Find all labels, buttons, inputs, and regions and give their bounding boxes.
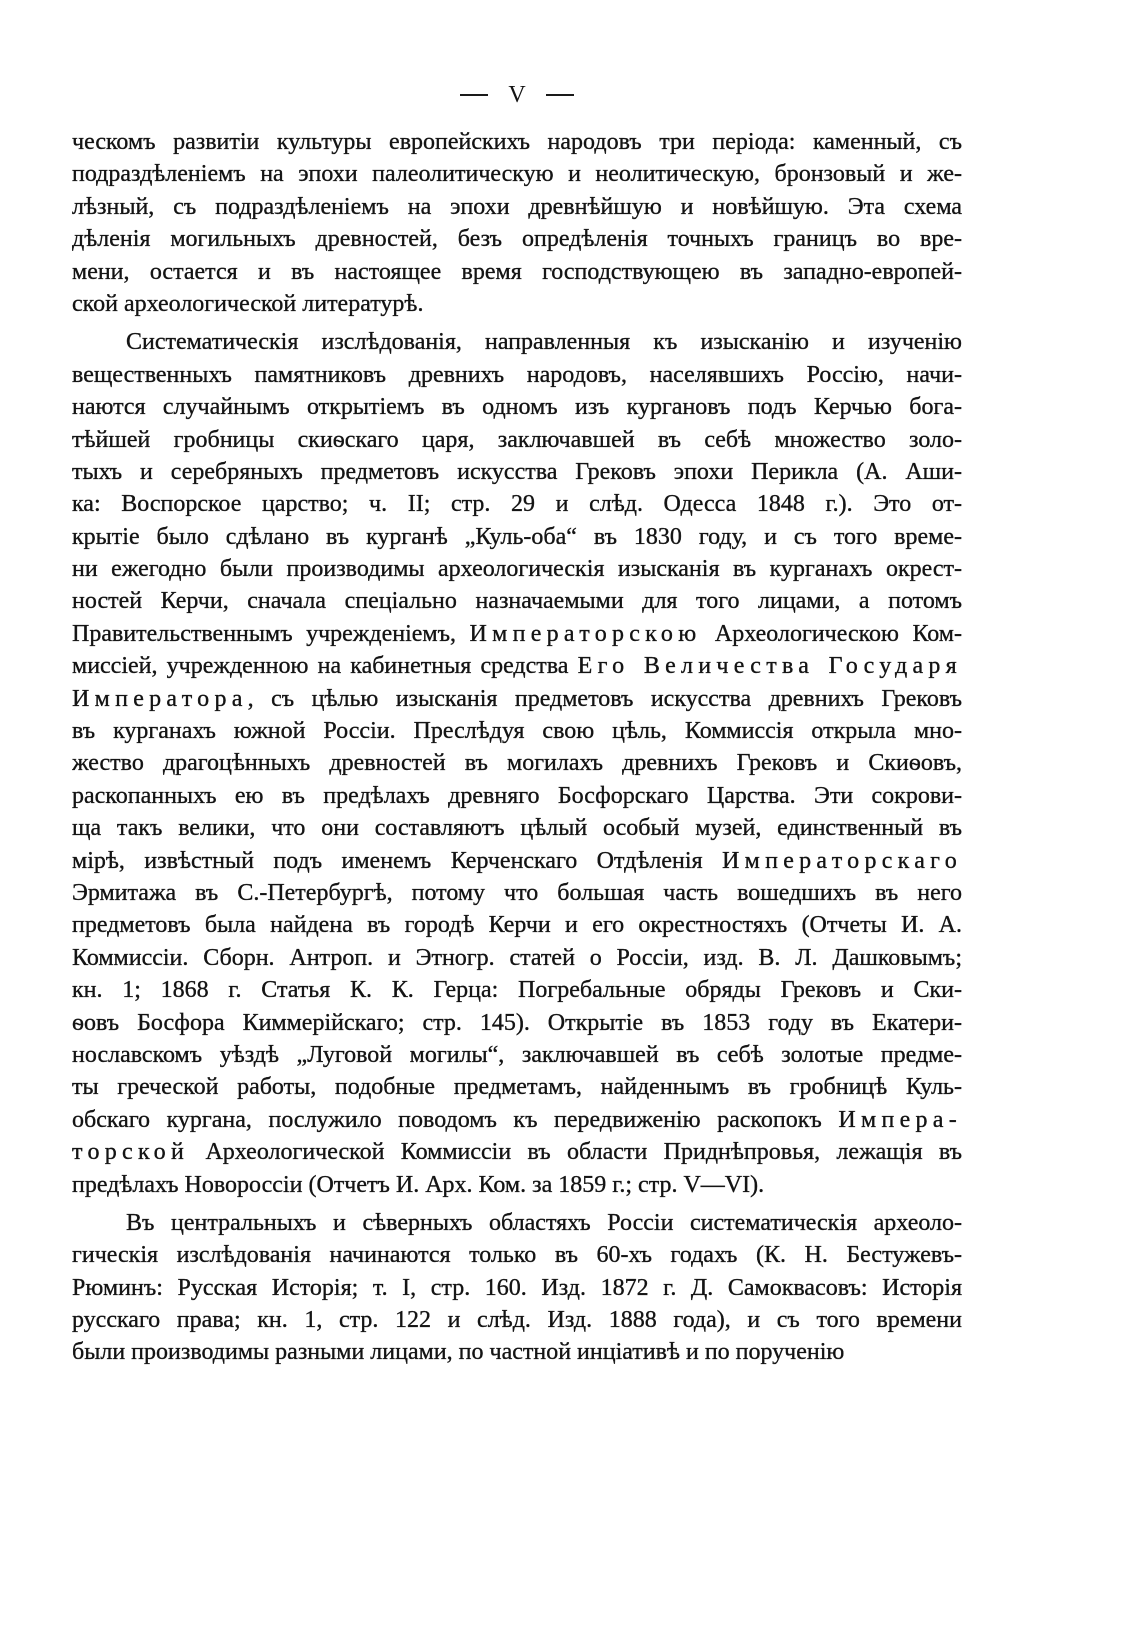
text-segment: обскаго кургана, послужило поводомъ къ передвиженію раскопокъ	[72, 1106, 839, 1133]
emphasized-text: Императорскаго	[722, 847, 962, 874]
text-segment: мірѣ, извѣстный подъ именемъ Керченскаго Отдѣленія	[72, 847, 722, 874]
text-line: крытіе было сдѣлано въ курганѣ „Куль-оба“ въ 1830 году, и съ того време-	[72, 523, 962, 550]
text-segment: Археологическою Ком-	[701, 620, 962, 647]
text-line	[72, 845, 962, 877]
text-line: Систематическія изслѣдованія, направленныя къ изысканію и изученію	[126, 329, 962, 356]
text-segment: миссіей, учрежденною на кабинетныя средства	[72, 653, 578, 680]
text-line: были производимы разными лицами, по частной инціативѣ и по порученію	[72, 1339, 845, 1366]
text-line: жество драгоцѣнныхъ древностей въ могилахъ древнихъ Грековъ и Скиѳовъ,	[72, 750, 962, 777]
text-line: лѣзный, съ подраздѣленіемъ на эпохи древнѣйшую и новѣйшую. Эта схема	[72, 193, 962, 220]
page-header	[417, 78, 617, 112]
text-line: Эрмитажа въ С.-Петербургѣ, потому что большая часть вошедшихъ въ него	[72, 879, 962, 906]
text-line: гическія изслѣдованія начинаются только въ 60-хъ годахъ (К. Н. Бестужевъ-	[72, 1242, 962, 1269]
paragraph	[72, 126, 962, 320]
text-line: вещественныхъ памятниковъ древнихъ народовъ, населявшихъ Россію, начи-	[72, 361, 962, 388]
emphasized-text: Импера-	[838, 1106, 962, 1133]
text-line: Рюминъ: Русская Исторія; т. I, стр. 160. Изд. 1872 г. Д. Самоквасовъ: Исторія	[72, 1274, 962, 1301]
text-line	[72, 1104, 962, 1136]
text-line: ческомъ развитіи культуры европейскихъ народовъ три періода: каменный, съ	[72, 129, 962, 155]
text-line: ни ежегодно были производимы археологическія изысканія въ курганахъ окрест-	[72, 556, 962, 583]
paragraph	[72, 1207, 962, 1369]
text-line: ностей Керчи, сначала спеціально назначаемыми для того лицами, а потомъ	[72, 588, 962, 615]
text-line: мени, остается и въ настоящее время господствующею въ западно-европей-	[72, 258, 962, 285]
page-number: V	[508, 81, 526, 108]
text-line: предѣлахъ Новороссіи (Отчетъ И. Арх. Ком. за 1859 г.; стр. V—VI).	[72, 1171, 765, 1198]
text-line	[72, 650, 962, 682]
text-line: нославскомъ уѣздѣ „Луговой могилы“, заключавшей въ себѣ золотые предме-	[72, 1041, 962, 1068]
text-line: ѳовъ Босфора Киммерійскаго; стр. 145). Открытіе въ 1853 году въ Екатери-	[72, 1009, 962, 1036]
text-line: ща такъ велики, что они составляютъ цѣлый особый музей, единственный въ	[72, 815, 962, 842]
text-line: раскопанныхъ ею въ предѣлахъ древняго Босфорскаго Царства. Эти сокрови-	[72, 782, 962, 809]
text-line: Въ центральныхъ и сѣверныхъ областяхъ Россіи систематическія археоло-	[126, 1209, 962, 1236]
text-line	[72, 683, 962, 715]
text-line: въ курганахъ южной Россіи. Преслѣдуя свою цѣль, Коммиссія открыла мно-	[72, 718, 962, 745]
paragraph	[72, 326, 962, 1201]
text-line: предметовъ была найдена въ городѣ Керчи и его окрестностяхъ (Отчеты И. А.	[72, 912, 962, 939]
text-line: тѣйшей гробницы скиѳскаго царя, заключавшей въ себѣ множество золо-	[72, 426, 962, 453]
text-line: русскаго права; кн. 1, стр. 122 и слѣд. Изд. 1888 года), и съ того времени	[72, 1307, 962, 1334]
emphasized-text: Императорскою	[469, 620, 702, 647]
emphasized-text: Императора	[72, 685, 248, 712]
text-line: подраздѣленіемъ на эпохи палеолитическую и неолитическую, бронзовый и же-	[72, 161, 962, 188]
emphasized-text: торской	[72, 1139, 190, 1166]
text-segment: Археологической Коммиссіи въ области Приднѣпровья, лежащія въ	[189, 1139, 962, 1166]
text-line	[72, 1136, 962, 1168]
text-line	[72, 618, 962, 650]
text-segment: , съ цѣлью изысканія предметовъ искусства древнихъ Грековъ	[247, 685, 962, 712]
body-text	[72, 126, 962, 1369]
text-line: тыхъ и серебряныхъ предметовъ искусства Грековъ эпохи Перикла (А. Аши-	[72, 458, 962, 485]
emphasized-text: Его Величества Государя	[577, 653, 962, 680]
text-line: ка: Воспорское царство; ч. II; стр. 29 и слѣд. Одесса 1848 г.). Это от-	[72, 491, 962, 518]
text-line: ской археологической литературѣ.	[72, 290, 424, 317]
header-dash-left	[460, 94, 488, 96]
text-line: ты греческой работы, подобные предметамъ, найденнымъ въ гробницѣ Куль-	[72, 1074, 962, 1101]
text-line: Коммиссіи. Сборн. Антроп. и Этногр. статей о Россіи, изд. В. Л. Дашковымъ;	[72, 944, 962, 971]
text-line: дѣленія могильныхъ древностей, безъ опредѣленія точныхъ границъ во вре-	[72, 226, 962, 253]
text-line: наются случайнымъ открытіемъ въ одномъ изъ кургановъ подъ Керчью бога-	[72, 394, 962, 421]
text-line: кн. 1; 1868 г. Статья К. К. Герца: Погребальные обряды Грековъ и Ски-	[72, 977, 962, 1004]
header-dash-right	[546, 94, 574, 96]
text-segment: Правительственнымъ учрежденіемъ,	[72, 620, 470, 647]
